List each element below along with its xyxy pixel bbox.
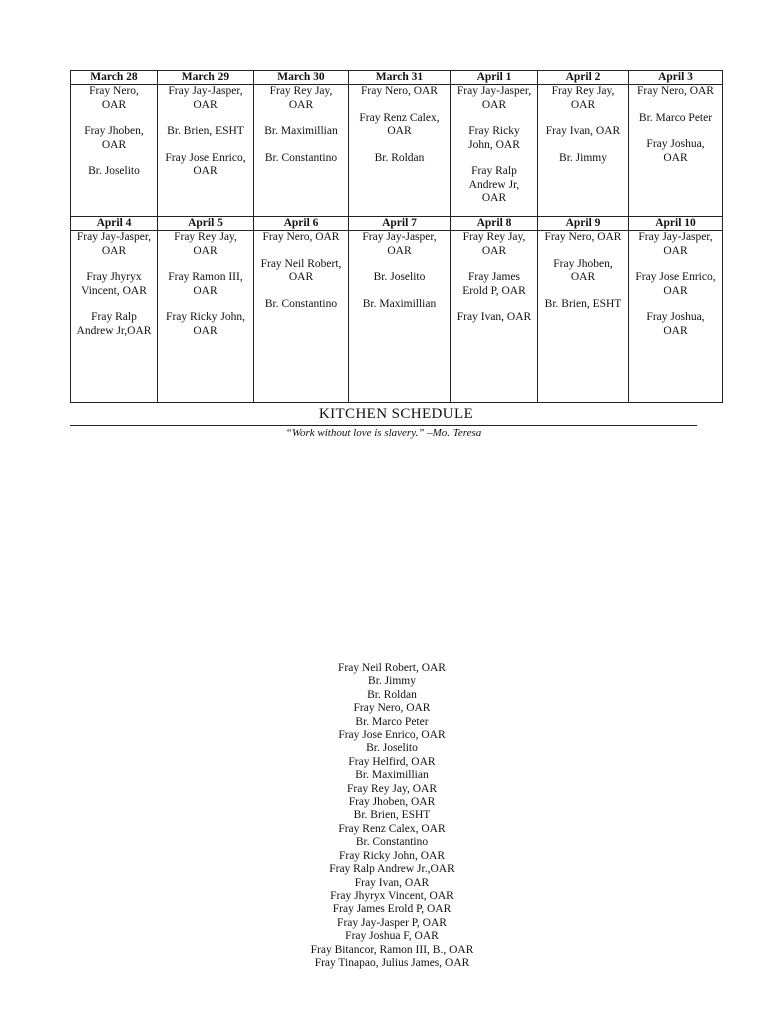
assignee-name: Fray Jay-Jasper, OAR bbox=[76, 231, 152, 257]
roster-name: Fray Jose Enrico, OAR bbox=[338, 729, 446, 742]
assignee-name: Br. Constantino bbox=[264, 151, 338, 164]
assignee-name: Fray Jhoben, OAR bbox=[553, 257, 613, 283]
date-header: March 30 bbox=[254, 71, 349, 85]
roster-name: Fray Jhoben, OAR bbox=[348, 796, 436, 809]
date-header: April 4 bbox=[71, 217, 158, 231]
roster-name: Br. Maximillian bbox=[355, 769, 429, 782]
roster-name: Br. Brien, ESHT bbox=[353, 809, 431, 822]
assignee-name: Fray Joshua, OAR bbox=[646, 311, 705, 337]
date-header: April 9 bbox=[538, 217, 629, 231]
roster-name: Br. Constantino bbox=[355, 836, 429, 849]
assignee-name: Fray Rey Jay, OAR bbox=[551, 85, 615, 111]
assignee-name: Fray Nero, OAR bbox=[262, 231, 340, 243]
title-divider bbox=[70, 425, 697, 426]
assignee-name: Fray Rey Jay, OAR bbox=[174, 231, 237, 257]
roster-name: Fray Ivan, OAR bbox=[354, 876, 430, 889]
assignee-name: Fray Jhoben, OAR bbox=[84, 125, 144, 151]
assignee-name: Fray Jay-Jasper, OAR bbox=[362, 231, 437, 257]
roster-name: Fray James Erold P, OAR bbox=[332, 903, 452, 916]
day-cell bbox=[254, 231, 349, 403]
assignee-name: Fray Nero, OAR bbox=[544, 231, 622, 243]
assignee-name: Fray James Erold P, OAR bbox=[462, 271, 526, 297]
date-header: April 7 bbox=[349, 217, 451, 231]
roster-name: Fray Rey Jay, OAR bbox=[347, 782, 437, 795]
date-header: April 3 bbox=[629, 71, 723, 85]
assignee-name: Br. Marco Peter bbox=[638, 111, 713, 124]
roster-name: Fray Jay-Jasper P, OAR bbox=[337, 916, 447, 929]
kitchen-schedule-table bbox=[70, 70, 723, 403]
roster-name: Fray Ricky John, OAR bbox=[338, 849, 446, 862]
assignee-name: Br. Maximillian bbox=[264, 125, 338, 137]
assignee-name: Fray Jay-Jasper, OAR bbox=[456, 85, 532, 111]
assignee-name: Fray Ricky John, OAR bbox=[166, 311, 245, 337]
date-header: April 10 bbox=[629, 217, 723, 231]
assignee-name: Fray Jhyryx Vincent, OAR bbox=[81, 271, 147, 297]
day-cell bbox=[629, 85, 723, 217]
assignee-name: Fray Ralp Andrew Jr,OAR bbox=[76, 311, 152, 337]
date-header: March 31 bbox=[349, 71, 451, 85]
day-cell bbox=[629, 231, 723, 403]
date-header: March 29 bbox=[158, 71, 254, 85]
date-header: April 5 bbox=[158, 217, 254, 231]
roster-name: Fray Helfird, OAR bbox=[348, 755, 436, 768]
assignee-name: Fray Ivan, OAR bbox=[545, 125, 621, 137]
assignee-name: Fray Nero, OAR bbox=[89, 85, 139, 111]
quote: “Work without love is slavery.” –Mo. Teresa bbox=[285, 427, 482, 439]
day-cell bbox=[538, 231, 629, 403]
assignee-name: Br. Brien, ESHT bbox=[544, 297, 622, 310]
day-cell bbox=[451, 85, 538, 217]
assignee-name: Fray Neil Robert, OAR bbox=[260, 257, 342, 283]
assignment-row bbox=[71, 85, 723, 217]
assignee-name: Fray Jose Enrico, OAR bbox=[635, 271, 716, 297]
roster-name: Fray Neil Robert, OAR bbox=[338, 662, 446, 674]
assignee-name: Fray Ramon III, OAR bbox=[168, 271, 243, 297]
assignee-name: Fray Rey Jay, OAR bbox=[462, 231, 526, 257]
assignee-name: Br. Brien, ESHT bbox=[167, 125, 244, 137]
day-cell bbox=[158, 85, 254, 217]
assignee-name: Fray Rey Jay, OAR bbox=[269, 85, 333, 111]
roster-name: Fray Renz Calex, OAR bbox=[338, 822, 446, 835]
assignee-name: Fray Ricky John, OAR bbox=[468, 125, 520, 151]
assignee-name: Fray Jay-Jasper, OAR bbox=[638, 231, 713, 257]
day-cell bbox=[451, 231, 538, 403]
day-cell bbox=[71, 85, 158, 217]
roster-name: Br. Marco Peter bbox=[355, 715, 429, 728]
assignee-name: Br. Joselito bbox=[373, 271, 426, 283]
assignee-name: Br. Maximillian bbox=[362, 297, 437, 310]
assignee-name: Fray Jay-Jasper, OAR bbox=[168, 85, 243, 111]
roster-name: Fray Nero, OAR bbox=[353, 702, 431, 715]
roster-name: Fray Ralp Andrew Jr.,OAR bbox=[329, 863, 455, 876]
roster-name: Fray Joshua F, OAR bbox=[345, 930, 439, 943]
assignee-name: Fray Joshua, OAR bbox=[646, 138, 705, 164]
day-cell bbox=[349, 231, 451, 403]
day-cell bbox=[71, 231, 158, 403]
date-header: April 2 bbox=[538, 71, 629, 85]
assignee-name: Br. Jimmy bbox=[559, 151, 607, 164]
assignee-name: Fray Renz Calex, OAR bbox=[359, 111, 440, 137]
roster-name: Fray Bitancor, Ramon III, B., OAR bbox=[310, 943, 474, 956]
roster-name: Fray Tinapao, Julius James, OAR bbox=[314, 956, 470, 969]
assignee-name: Br. Roldan bbox=[374, 151, 425, 164]
assignee-name: Fray Jose Enrico, OAR bbox=[165, 151, 246, 177]
date-header: March 28 bbox=[71, 71, 158, 85]
roster-name: Br. Roldan bbox=[367, 688, 417, 701]
day-cell bbox=[254, 85, 349, 217]
roster-name: Br. Jimmy bbox=[368, 675, 416, 688]
day-cell bbox=[349, 85, 451, 217]
assignee-name: Br. Constantino bbox=[264, 297, 338, 310]
roster-name: Fray Jhyryx Vincent, OAR bbox=[330, 889, 454, 902]
date-header-row bbox=[71, 217, 723, 231]
date-header: April 8 bbox=[451, 217, 538, 231]
assignee-name: Fray Nero, OAR bbox=[637, 85, 714, 97]
roster-list bbox=[192, 662, 592, 970]
day-cell bbox=[158, 231, 254, 403]
date-header: April 1 bbox=[451, 71, 538, 85]
day-cell bbox=[538, 85, 629, 217]
assignee-name: Fray Ivan, OAR bbox=[456, 311, 532, 323]
date-header: April 6 bbox=[254, 217, 349, 231]
date-header-row bbox=[71, 71, 723, 85]
assignee-name: Br. Joselito bbox=[88, 165, 140, 177]
assignee-name: Fray Ralp Andrew Jr, OAR bbox=[468, 165, 520, 204]
assignment-row bbox=[71, 231, 723, 403]
page-title: KITCHEN SCHEDULE bbox=[318, 406, 474, 422]
roster-name: Br. Joselito bbox=[366, 742, 418, 755]
assignee-name: Fray Nero, OAR bbox=[361, 85, 438, 97]
